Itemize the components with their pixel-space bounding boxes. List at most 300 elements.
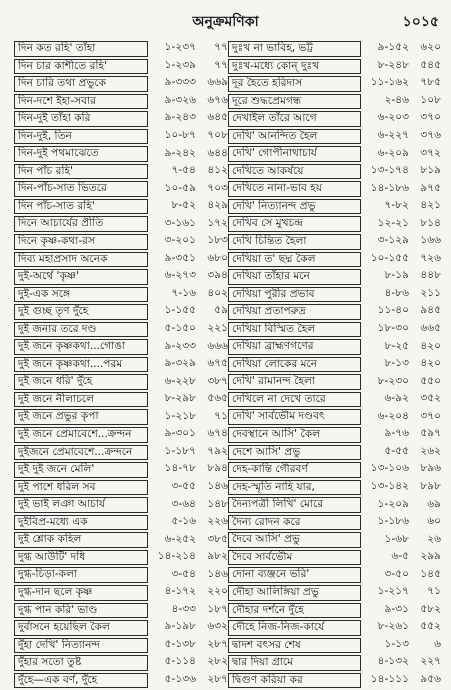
index-entry: [14, 59, 228, 75]
index-entry: [228, 339, 441, 355]
entry-reference: ৩-৬৪: [171, 497, 196, 510]
entry-page-number: ৪২০: [420, 339, 441, 352]
entry-page-number: ৩৯৪: [207, 269, 228, 282]
entry-page-number: ২২৭: [420, 655, 441, 668]
entry-page-number: ২৬২: [420, 444, 441, 457]
entry-text: দেশে আসি' প্রভু: [228, 445, 361, 461]
entry-page-number: ৫৫০: [420, 374, 441, 387]
entry-page-number: ৩৮৭: [207, 374, 228, 387]
index-entry: [228, 76, 441, 92]
entry-text: দেখিতে আকর্ষয়ে: [228, 164, 361, 180]
index-entry: [228, 445, 441, 461]
index-entry: [228, 146, 441, 162]
index-entry: [14, 199, 228, 215]
entry-page-number: ৬৭৬: [207, 93, 228, 106]
entry-page-number: ৬৭৪: [207, 427, 228, 440]
entry-text: দ্বার দিয়া গ্রামে: [228, 655, 361, 671]
index-entry: [228, 638, 441, 654]
index-entry: [228, 409, 441, 425]
index-entry: [228, 199, 441, 215]
index-entry: [14, 357, 228, 373]
entry-reference: ৯-১৫২: [377, 41, 409, 54]
entry-text: দুই জনে ধরি' দুঁহে: [14, 374, 148, 390]
entry-reference: ৮-২৩০: [377, 374, 409, 387]
entry-reference: ৯-১৯৮: [164, 620, 196, 633]
entry-page-number: ৫৫২: [420, 620, 441, 633]
entry-reference: ৬-৫: [391, 550, 409, 563]
index-entry: [228, 287, 441, 303]
entry-reference: ৫-১৫০: [164, 322, 196, 335]
entry-reference: ৬-২৫২: [164, 532, 196, 545]
entry-page-number: ৭৭: [214, 41, 228, 54]
entry-text: দেবস্থানে আসি' কৈল: [228, 427, 361, 443]
entry-page-number: ৫৪৫: [420, 58, 441, 71]
index-entry: [14, 216, 228, 232]
entry-reference: ৯-৩৩৩: [164, 76, 196, 89]
entry-page-number: ৩৭০: [420, 111, 441, 124]
index-entry: [14, 480, 228, 496]
index-entry: [228, 392, 441, 408]
entry-text: দুই দুই জনে মেলি': [14, 462, 148, 478]
entry-text: দৈন্য রোদন করে: [228, 515, 361, 531]
entry-reference: ৩-১২৯: [377, 234, 409, 247]
entry-reference: ৬-৯২: [384, 392, 409, 405]
entry-page-number: ৭৮৫: [420, 76, 441, 89]
page-header: [0, 10, 451, 34]
entry-page-number: ১৪৬: [207, 567, 228, 580]
entry-text: দৌহার দর্শনে দুঁহে: [228, 603, 361, 619]
entry-page-number: ৫৯: [214, 304, 228, 317]
entry-reference: ১৩-১৭৪: [370, 164, 409, 177]
entry-reference: ৯-৩০১: [164, 427, 196, 440]
entry-page-number: ৩৭২: [420, 146, 441, 159]
index-entry: [14, 497, 228, 513]
entry-text: দেখিলে না দেখে তারে: [228, 392, 361, 408]
entry-reference: ৬-২২৮: [164, 374, 196, 387]
entry-page-number: ৪০২: [207, 286, 228, 299]
entry-text: দুর্বাসনে হয়েছিল কৈল: [14, 620, 148, 636]
entry-reference: ৩-১৬১: [164, 216, 196, 229]
entry-page-number: ৬৭৫: [207, 357, 228, 370]
entry-text: দুই শ্লোক কহিল: [14, 532, 148, 548]
index-entry: [14, 234, 228, 250]
entry-text: দুই ভাই লঞা আচার্য: [14, 497, 148, 513]
index-entry: [228, 620, 441, 636]
index-entry: [228, 374, 441, 390]
index-entry: [228, 216, 441, 232]
entry-page-number: ৬৪৫: [207, 111, 228, 124]
entry-reference: ৫-১৩৮: [164, 637, 196, 650]
index-entry: [14, 287, 228, 303]
entry-page-number: ৬৯: [427, 497, 441, 510]
entry-page-number: ২২১: [207, 322, 228, 335]
entry-reference: ১-২০৯: [377, 497, 409, 510]
entry-text: দুগ্ধ-দান ছলে কৃষ্ণ: [14, 585, 148, 601]
index-entry: [14, 673, 228, 689]
entry-reference: ১-১৫৫: [164, 304, 196, 317]
entry-text: দুই গুচ্ছ তৃণ দুঁহে: [14, 304, 148, 320]
entry-page-number: ৪৪৮: [420, 269, 441, 282]
entry-text: দেখিয়া পুরীর প্রভাব: [228, 287, 361, 303]
index-entry: [228, 252, 441, 268]
entry-page-number: ১৪৬: [207, 479, 228, 492]
entry-text: দৌহা আলিঙ্গিয়া প্রভু: [228, 585, 361, 601]
entry-reference: ১-২১৭: [377, 585, 409, 598]
entry-reference: ৯-৩১: [384, 602, 409, 615]
entry-reference: ৪-৮৬: [384, 286, 409, 299]
entry-text: দেহ-স্মৃতি নাহি যার,: [228, 480, 361, 496]
entry-reference: ৮-২৪৮: [377, 58, 409, 71]
entry-text: দেখিয়া প্রতাপরুদ্র: [228, 304, 361, 320]
entry-text: দেখিয়া ত' ছদ্ম কৈল: [228, 252, 361, 268]
index-entry: [228, 673, 441, 689]
index-entry: [14, 111, 228, 127]
index-entry: [228, 550, 441, 566]
entry-reference: ৮-২৬১: [377, 620, 409, 633]
entry-reference: ৯-৩৫১: [164, 251, 196, 264]
entry-reference: ৮-২৫: [384, 339, 409, 352]
index-entry: [14, 146, 228, 162]
index-entry: [14, 532, 228, 548]
entry-reference: ৬-২০৩: [377, 111, 409, 124]
entry-text: দেখিয়া ব্রাহ্মণগণের: [228, 339, 361, 355]
entry-text: দেখি' নিত্যানন্দ প্রভু: [228, 199, 361, 215]
index-entry: [228, 515, 441, 531]
entry-page-number: ৫৬৫: [207, 392, 228, 405]
index-entry: [14, 76, 228, 92]
entry-reference: ১২-২১: [377, 216, 409, 229]
index-entry: [14, 427, 228, 443]
entry-text: দৈবে আসি' প্রভু: [228, 532, 361, 548]
index-entry: [14, 409, 228, 425]
entry-reference: ১-২৩৭: [164, 41, 196, 54]
entry-reference: ৮-৫২: [171, 199, 196, 212]
entry-text: দুঃখ না ভাবিহ, ভট্ট: [228, 41, 361, 57]
entry-page-number: ৪২৯: [207, 199, 228, 212]
index-entry: [14, 445, 228, 461]
index-entry: [14, 620, 228, 636]
entry-text: দিন কত রহি' তাঁহা: [14, 41, 148, 57]
index-entry: [228, 357, 441, 373]
entry-reference: ৪-১৩২: [377, 655, 409, 668]
entry-text: দিব্য মহাপ্রসাদ অনেক: [14, 252, 148, 268]
index-entry: [228, 497, 441, 513]
entry-text: দৈবে সার্বভৌম: [228, 550, 361, 566]
entry-reference: ১-২৩৯: [164, 58, 196, 71]
index-entry: [14, 462, 228, 478]
entry-text: দিনে আচার্যের প্রীতি: [14, 216, 148, 232]
entry-reference: ৬-২০৯: [377, 146, 409, 159]
entry-text: দুই জনে প্রেমাবেশে...ক্রন্দন: [14, 427, 148, 443]
entry-text: দুই-এক সঙ্গে: [14, 287, 148, 303]
entry-text: দিন পাঁচ-সাত রহি': [14, 199, 148, 215]
entry-reference: ১১-৪০: [377, 304, 409, 317]
index-entry: [228, 462, 441, 478]
entry-page-number: ৪১২: [207, 164, 228, 177]
entry-reference: ১০-৮৭: [164, 129, 196, 142]
entry-page-number: ৪২১: [420, 199, 441, 212]
index-entry: [14, 638, 228, 654]
index-entry: [14, 252, 228, 268]
entry-reference: ৪-৩৩: [171, 602, 196, 615]
entry-page-number: ৭১: [427, 585, 441, 598]
entry-reference: ৯-২৩৩: [164, 339, 196, 352]
index-entry: [14, 322, 228, 338]
index-entry: [228, 129, 441, 145]
entry-reference: ১৮-৩০: [377, 322, 409, 335]
entry-page-number: ৩৫২: [420, 392, 441, 405]
index-entry: [228, 603, 441, 619]
entry-text: দুই জনে প্রভুর কৃপা: [14, 409, 148, 425]
entry-page-number: ৬২০: [420, 41, 441, 54]
entry-text: দিন-দুই তাঁহা করি: [14, 111, 148, 127]
entry-reference: ৭-৫৪: [171, 164, 196, 177]
entry-reference: ৫-৫৫: [384, 444, 409, 457]
entry-page-number: ৬৪৪: [207, 146, 228, 159]
entry-reference: ৭-১৬: [171, 286, 196, 299]
entry-text: দুই পাশে ধরিল সব: [14, 480, 148, 496]
entry-reference: ৯-২৪৩: [164, 111, 196, 124]
entry-text: দেখি চিন্তিত হৈলা: [228, 234, 361, 250]
entry-reference: ১-২১৮: [164, 409, 196, 422]
entry-reference: ৫-১৬: [171, 515, 196, 528]
entry-text: দোনা ব্যঞ্জনে ভরি': [228, 567, 361, 583]
entry-reference: ৮-২৯৮: [164, 392, 196, 405]
index-entry: [228, 164, 441, 180]
entry-page-number: ৭০৩: [207, 181, 228, 194]
entry-reference: ৩-৫৫: [171, 479, 196, 492]
index-entry: [14, 181, 228, 197]
entry-page-number: ৬৬৯: [207, 76, 228, 89]
entry-text: দেখাইল তাঁরে আগে: [228, 111, 361, 127]
entry-reference: ২-৪৬: [384, 93, 409, 106]
entry-reference: ৩-৫৪: [171, 567, 196, 580]
entry-text: দেখি' আনন্দিত হৈল: [228, 129, 361, 145]
index-entry: [228, 585, 441, 601]
entry-text: দেখিতে নানা-ভাব হয়: [228, 181, 361, 197]
index-entry: [228, 480, 441, 496]
entry-page-number: ৮১৪: [420, 216, 441, 229]
entry-page-number: ৮৯৮: [420, 479, 441, 492]
entry-page-number: ৯৮২: [207, 550, 228, 563]
entry-reference: ১৪-১৮৬: [370, 181, 409, 194]
entry-text: দুগ্ধ-চিড়া-কলা: [14, 567, 148, 583]
entry-page-number: ৬৬৬: [207, 339, 228, 352]
entry-page-number: ৩৭০: [420, 409, 441, 422]
entry-text: দ্বাদশ বৎসর শেষ: [228, 638, 361, 654]
index-entry: [228, 427, 441, 443]
entry-text: দুঁহা দেখি' নিত্যানন্দ: [14, 638, 148, 654]
index-entry: [14, 515, 228, 531]
index-entry: [228, 567, 441, 583]
entry-text: দেহ-কান্তি গৌরবর্ণ: [228, 462, 361, 478]
entry-page-number: ২৮৭: [207, 672, 228, 685]
entry-text: দুই জনার তরে দণ্ড: [14, 322, 148, 338]
entry-text: দৌহে নিজ-নিজ-কার্যে: [228, 620, 361, 636]
entry-page-number: ১৮৭: [207, 602, 228, 615]
entry-page-number: ৫৮২: [420, 602, 441, 615]
entry-page-number: ৭০৮: [207, 129, 228, 142]
entry-reference: ৪-১৭২: [164, 585, 196, 598]
entry-page-number: ১৮৩: [207, 234, 228, 247]
entry-page-number: ৬৬৫: [420, 322, 441, 335]
entry-page-number: ৯৪৫: [420, 304, 441, 317]
entry-text: দিন-দুই পথমাঝেতে: [14, 146, 148, 162]
entry-reference: ১৪-১১১: [370, 672, 409, 685]
index-entry: [14, 567, 228, 583]
entry-text: দেখিয়া তাঁহার মনে: [228, 269, 361, 285]
entry-page-number: ৮১৯: [420, 164, 441, 177]
entry-text: দিন চার কাশীতে রহি': [14, 59, 148, 75]
entry-text: দুই জনে নীলাচলে: [14, 392, 148, 408]
entry-text: দিন চারি তথা প্রভুকে: [14, 76, 148, 92]
entry-text: দুইবিপ্র-মধ্যে এক: [14, 515, 148, 531]
entry-reference: ৯-৩২৯: [164, 357, 196, 370]
entry-reference: ১-১৮৬: [377, 515, 409, 528]
entry-text: দেখি' রামানন্দ হৈলা: [228, 374, 361, 390]
index-column-left: [14, 41, 228, 690]
entry-reference: ৬-২০৪: [377, 409, 409, 422]
index-entry: [14, 129, 228, 145]
entry-text: দুগ্ধ পান করি' ভাণ্ড: [14, 603, 148, 619]
entry-text: দিন-দুই, তিন: [14, 129, 148, 145]
entry-text: দৈন্যপত্রী লিখি' মোরে: [228, 497, 361, 513]
entry-text: দেখিয়া লোকের মনে: [228, 357, 361, 373]
entry-text: দুইজনে প্রেমাবেশে...ক্রন্দনে: [14, 445, 148, 461]
index-entry: [228, 234, 441, 250]
index-entry: [228, 269, 441, 285]
entry-reference: ১৩-১৪২: [370, 479, 409, 492]
entry-page-number: ৬৩২: [207, 620, 228, 633]
entry-page-number: ২৬: [427, 532, 441, 545]
entry-reference: ৯-৩২৬: [164, 93, 196, 106]
index-entry: [14, 339, 228, 355]
entry-page-number: ১৪৫: [420, 567, 441, 580]
entry-page-number: ২২৬: [207, 515, 228, 528]
entry-page-number: ২১১: [420, 286, 441, 299]
entry-page-number: ১০৮: [420, 93, 441, 106]
entry-reference: ৮-১৩: [384, 357, 409, 370]
entry-page-number: ৯৭৫: [420, 181, 441, 194]
entry-reference: ৯-৭৬: [384, 427, 409, 440]
index-entry: [228, 181, 441, 197]
entry-reference: ১৩-১০৬: [370, 462, 409, 475]
entry-page-number: ৩৭৬: [420, 129, 441, 142]
entry-page-number: ৮৯৬: [420, 462, 441, 475]
index-entry: [14, 41, 228, 57]
entry-page-number: ১৬৬: [420, 234, 441, 247]
entry-reference: ৮-১৯: [384, 269, 409, 282]
entry-reference: ১-১৩: [384, 637, 409, 650]
index-entry: [228, 94, 441, 110]
entry-text: দুই-অর্থে 'কৃষ্ণ': [14, 269, 148, 285]
entry-reference: ৬-২৭৩: [164, 269, 196, 282]
index-entry: [14, 550, 228, 566]
entry-text: দূর হৈতে হরিদাস: [228, 76, 361, 92]
index-entry: [14, 269, 228, 285]
entry-page-number: ৭২৬: [420, 251, 441, 264]
index-entry: [228, 532, 441, 548]
index-entry: [14, 374, 228, 390]
entry-text: দিন পাঁচ রহি': [14, 164, 148, 180]
entry-page-number: ৬: [434, 637, 441, 650]
index-entry: [228, 322, 441, 338]
entry-page-number: ২৮৭: [207, 637, 228, 650]
entry-reference: ৫-১৩৬: [164, 672, 196, 685]
entry-page-number: ৪২০: [420, 357, 441, 370]
entry-reference: ৭-৮২: [384, 199, 409, 212]
entry-reference: ৩-৫০: [384, 567, 409, 580]
entry-text: দুঁহে—এক বর্ণ, দুঁহে: [14, 673, 148, 689]
index-entry: [14, 655, 228, 671]
entry-page-number: ২২০: [207, 585, 228, 598]
index-entry: [14, 304, 228, 320]
entry-text: দুঁহার সতো তুষ্ট: [14, 655, 148, 671]
entry-page-number: ২৯৯: [420, 550, 441, 563]
index-entry: [228, 59, 441, 75]
entry-reference: ১-১৮৭: [164, 444, 196, 457]
entry-page-number: ৯৫৬: [420, 672, 441, 685]
entry-text: দুগ্ধ আউটি' দধি: [14, 550, 148, 566]
entry-page-number: ৭১: [214, 409, 228, 422]
entry-text: দিন-দশে ইহা-সবার: [14, 94, 148, 110]
entry-text: দ্বিগুণ করিয়া কর: [228, 673, 361, 689]
index-column-right: [228, 41, 441, 690]
index-entry: [14, 164, 228, 180]
entry-reference: ১৪-৭৮: [164, 462, 196, 475]
entry-text: দেখিয়া বিস্মিত হৈল: [228, 322, 361, 338]
entry-text: দেখি' গোপীনাথাচার্য: [228, 146, 361, 162]
entry-reference: ৯-২৪২: [164, 146, 196, 159]
entry-text: দুই জনে কৃষ্ণকথা...গোঙা: [14, 339, 148, 355]
index-entry: [14, 603, 228, 619]
entry-reference: ১০-৫৯: [164, 181, 196, 194]
index-entry: [228, 655, 441, 671]
entry-page-number: ৬৮০: [207, 251, 228, 264]
entry-page-number: ১৪৮: [207, 497, 228, 510]
index-entry: [14, 585, 228, 601]
entry-text: দেখিব সে মুখচন্দ্র: [228, 216, 361, 232]
entry-text: দিন-পাঁচ-সাত ভিতরে: [14, 181, 148, 197]
entry-text: দুই জনে কৃষ্ণকথা....পরম: [14, 357, 148, 373]
entry-page-number: ৩৮৫: [207, 532, 228, 545]
entry-page-number: ২৮২: [207, 655, 228, 668]
entry-page-number: ৫৯৭: [420, 427, 441, 440]
entry-page-number: ৭৭: [214, 58, 228, 71]
index-entry: [228, 111, 441, 127]
entry-reference: ১০-১৫৫: [370, 251, 409, 264]
index-entry: [14, 94, 228, 110]
entry-reference: ৩-২০১: [164, 234, 196, 247]
entry-page-number: ১৭২: [207, 216, 228, 229]
page-number: ১০১৫: [402, 14, 439, 30]
entry-page-number: ৮৯৪: [207, 462, 228, 475]
entry-reference: ৫-১১৪: [164, 655, 196, 668]
entry-reference: ১-৬৮: [384, 532, 409, 545]
entry-reference: ১৪-২১৪: [157, 550, 196, 563]
entry-text: দিনে কৃষ্ণ-কথা-রস: [14, 234, 148, 250]
index-entry: [228, 41, 441, 57]
entry-text: দুঃখ-মধ্যে কোন্ দুঃখ: [228, 59, 361, 75]
index-entry: [14, 392, 228, 408]
entry-reference: ১১-১৬২: [370, 76, 409, 89]
entry-text: দূরে শুদ্ধপ্রেমগন্ধ: [228, 94, 361, 110]
entry-page-number: ৬০: [427, 515, 441, 528]
entry-text: দেখি' সার্বভৌম দণ্ডবৎ: [228, 409, 361, 425]
index-entry: [228, 304, 441, 320]
page-title: অনুক্রমণিকা: [192, 14, 259, 30]
entry-reference: ৬-২২৭: [377, 129, 409, 142]
